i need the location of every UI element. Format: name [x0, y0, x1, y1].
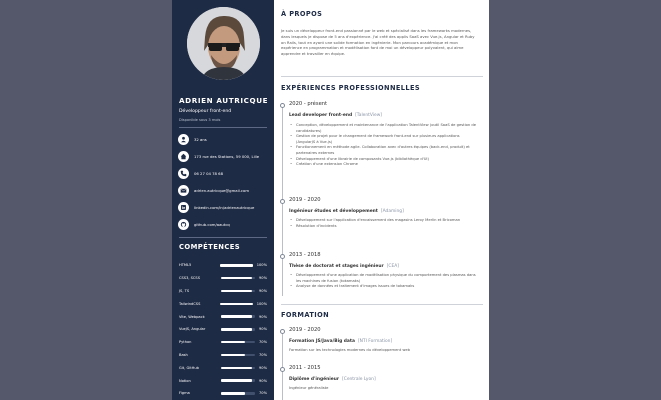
job-company: [TalentView] [355, 113, 383, 118]
bullet: • Fonctionnement en méthode agile. Collaboration avec d'autres équipes (back-end, produit) et partenaires externes [289, 145, 479, 156]
skill-name: Notion [179, 378, 191, 383]
contact-phone[interactable] [178, 165, 270, 182]
user-icon [178, 134, 189, 145]
contact-text: adrien.autricque@gmail.com [194, 188, 250, 193]
skill-bar [221, 392, 255, 394]
phone-icon [178, 168, 189, 179]
sidebar [172, 0, 274, 400]
skill-percent: 90% [259, 378, 267, 383]
skill-percent: 100% [256, 301, 267, 306]
job-role: Développeur front-end [179, 109, 232, 114]
job-title [289, 209, 404, 214]
formation-school: [Centrale Lyon] [342, 377, 376, 382]
job-company: [Adaming] [380, 209, 404, 214]
profile-photo [187, 7, 260, 80]
skill-bar [221, 354, 255, 356]
skill-bar [221, 290, 255, 292]
job-company: [CEA] [386, 264, 399, 269]
skill-bar [220, 264, 253, 266]
divider [281, 304, 483, 305]
skill-bar-fill [221, 328, 251, 330]
contact-address [178, 148, 270, 165]
skill-bar [221, 341, 255, 343]
main-content [274, 0, 489, 400]
skill-bar-fill [221, 315, 251, 317]
skill-bar [221, 367, 255, 369]
formation-title-text: Diplôme d'ingénieur [289, 377, 340, 382]
formation-title [289, 339, 392, 344]
job-bullets [289, 218, 479, 229]
skill-name: VueJS, Angular [179, 327, 206, 332]
skill-bar [220, 303, 253, 305]
linkedin-icon [178, 202, 189, 213]
skill-percent: 90% [259, 365, 267, 370]
divider [179, 237, 267, 238]
job-title-text: Lead developer front-end [289, 113, 353, 118]
formation-heading: FORMATION [281, 311, 330, 319]
timeline-dot [280, 199, 285, 204]
job-date: 2019 - 2020 [289, 197, 321, 203]
formation-date: 2011 - 2015 [289, 365, 321, 371]
cv-page [172, 0, 489, 400]
skill-percent: 90% [259, 276, 267, 281]
formation-desc: Formation sur les technologies modernes du développement web [289, 348, 410, 352]
skill-bar-fill [221, 290, 251, 292]
formation-title-text: Formation JS/Java/Big data [289, 339, 355, 344]
skill-name: TailwindCSS [179, 301, 201, 306]
skill-bar-fill [221, 277, 251, 279]
skill-name: Figma [179, 391, 190, 396]
skill-bar-fill [221, 341, 244, 343]
bullet: • Résolution d'incidents [289, 224, 479, 230]
github-icon [178, 219, 189, 230]
skill-row [179, 349, 267, 362]
skill-name: HTML5 [179, 263, 192, 268]
skill-name: CSS3, SCSS [179, 276, 200, 281]
job-date: 2013 - 2018 [289, 252, 321, 258]
job-title [289, 264, 399, 269]
skill-bar-fill [221, 367, 251, 369]
divider [179, 127, 267, 128]
experience-heading: EXPÉRIENCES PROFESSIONNELLES [281, 84, 421, 92]
about-text: Je suis un développeur front-end passionné par le web et spécialisé dans les frameworks modernes, dans lesquels je dispose de 5 ans d'expérience. J'ai créé des applis SaaS avec Vue.js, Angular et Ruby on Rails, tout en ayant une solide formation en ingénierie. Mon parcours académique et mon expérience en programmation et modélisation font de moi un développeur polyvalent, qui aime apprendre et travailler en équipe. [281, 28, 475, 57]
bullet: • Conception, développement et maintenance de l'application TalentView (outil SaaS de gestion de candidatures) [289, 123, 479, 134]
skill-name: Vite, Webpack [179, 314, 205, 319]
contact-text: linkedin.com/in/adrienautricque [194, 205, 255, 210]
skill-percent: 90% [259, 314, 267, 319]
contact-linkedin[interactable] [178, 199, 270, 216]
timeline-dot [280, 254, 285, 259]
job-title [289, 113, 382, 118]
skill-row [179, 297, 267, 310]
job-title-text: Thèse de doctorat et stages ingénieur [289, 264, 384, 269]
skill-bar [221, 328, 255, 330]
contact-age [178, 131, 270, 148]
job-date: 2020 - présent [289, 101, 328, 107]
skill-row [179, 272, 267, 285]
skill-row [179, 387, 267, 400]
contact-text: 32 ans [194, 137, 207, 142]
job-bullets [289, 273, 479, 290]
skill-percent: 90% [259, 327, 267, 332]
skill-bar-fill [221, 392, 244, 394]
contact-email[interactable] [178, 182, 270, 199]
skill-bar [221, 379, 255, 381]
skill-bar-fill [221, 379, 251, 381]
skill-row [179, 336, 267, 349]
job-title-text: Ingénieur études et développement [289, 209, 378, 214]
bullet: • Développement sur l'application d'encaissement des magasins Leroy Merlin et Bricoman [289, 218, 479, 224]
formation-desc: Ingénieur généraliste [289, 386, 329, 390]
skill-row [179, 259, 267, 272]
bullet: • Développement d'une librairie de composants Vue.js (bibliothèque d'UI) [289, 157, 479, 163]
skill-name: Python [179, 340, 192, 345]
skill-name: Bash [179, 352, 188, 357]
skill-percent: 100% [256, 263, 267, 268]
contact-text: 173 rue des Stations, 59 000, Lille [194, 154, 260, 159]
formation-date: 2019 - 2020 [289, 327, 321, 333]
email-icon [178, 185, 189, 196]
skill-percent: 90% [259, 288, 267, 293]
skill-name: JS, TS [179, 288, 190, 293]
skill-bar-fill [220, 303, 253, 305]
availability: Disponible sous 3 mois [179, 118, 221, 122]
home-icon [178, 151, 189, 162]
full-name: ADRIEN AUTRICQUE [179, 96, 269, 105]
timeline-dot [280, 103, 285, 108]
contact-list [178, 131, 270, 233]
skill-bar [221, 277, 255, 279]
job-bullets [289, 123, 479, 168]
skill-bar-fill [221, 354, 244, 356]
skills-heading: COMPÉTENCES [179, 243, 241, 251]
contact-text: github.com/aautcq [194, 222, 230, 227]
bullet [289, 162, 479, 168]
formation-title [289, 377, 376, 382]
skill-bar-fill [220, 264, 253, 266]
bullet: • Développement d'une application de modélisation physique du comportement des plasmas dans les machines de fusion (tokamaks) [289, 273, 479, 284]
skill-percent: 70% [259, 352, 267, 357]
skill-percent: 70% [259, 340, 267, 345]
skills-list [179, 259, 267, 400]
bullet-text: Création d'une extension Chrome [296, 162, 358, 167]
divider [281, 76, 483, 77]
timeline-dot [280, 329, 285, 334]
skill-row [179, 310, 267, 323]
timeline-dot [280, 367, 285, 372]
skill-row [179, 361, 267, 374]
skill-row [179, 374, 267, 387]
skill-row [179, 323, 267, 336]
bullet: • Gestion de projet pour le changement de framework front-end sur plusieurs applications (AngularJS à Vue.js) [289, 134, 479, 145]
contact-github[interactable] [178, 216, 270, 233]
skill-row [179, 285, 267, 298]
skill-percent: 70% [259, 391, 267, 396]
contact-text: 06 27 04 78 68 [194, 171, 223, 176]
about-heading: À PROPOS [281, 10, 323, 18]
bullet: • Analyse de données et traitement d'images issues de tokamaks [289, 284, 479, 290]
skill-bar [221, 315, 255, 317]
formation-school: [NTI Formation] [357, 339, 393, 344]
skill-name: Git, GitHub [179, 365, 199, 370]
